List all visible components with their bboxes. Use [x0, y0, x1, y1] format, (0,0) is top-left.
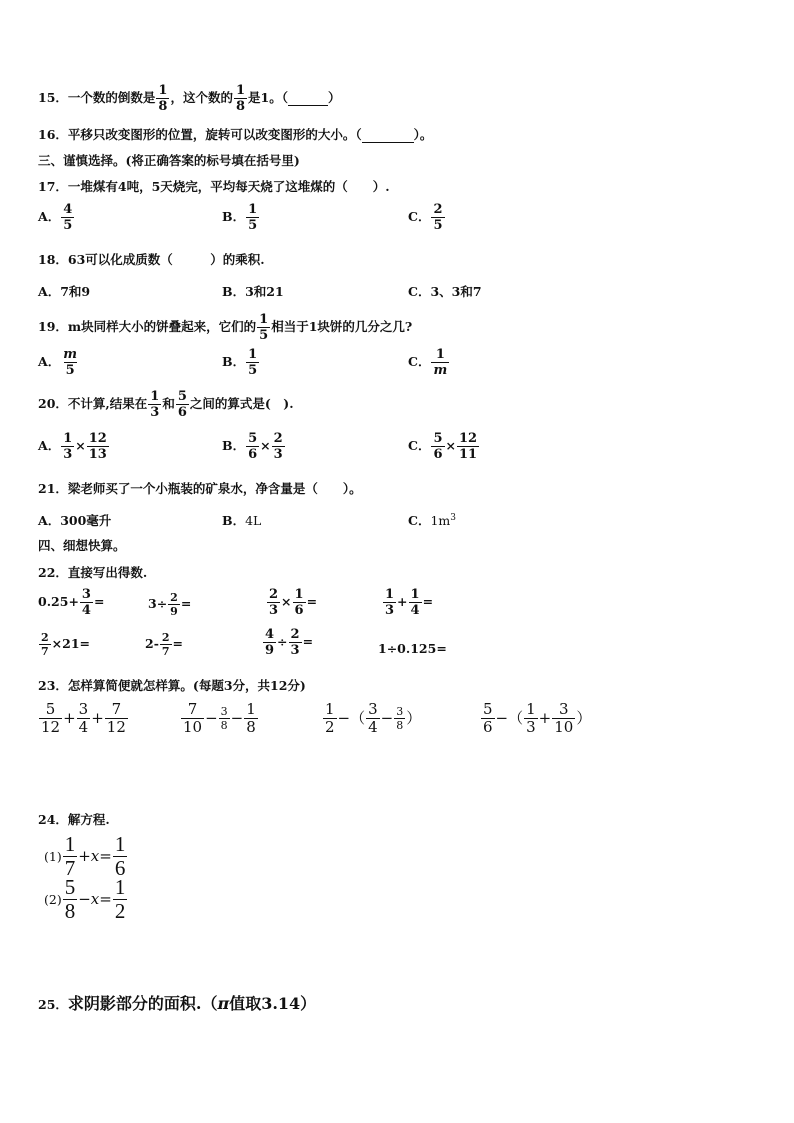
question-text: 梁老师买了一个小瓶装的矿泉水，净含量是（ ）。	[67, 481, 362, 496]
expression-1: $\frac{5}{12}$ + $\frac{3}{4}$ + $\frac{7}{12}$	[41, 700, 126, 736]
option-b[interactable]: B． $\frac{5}{6}$ × $\frac{2}{3}$	[222, 431, 283, 462]
expression-1: 0.25+ $\frac{3}{4}$ =	[38, 587, 105, 618]
fraction: $\frac{4}{5}$	[63, 202, 73, 233]
fraction: $\frac{1}{8}$	[235, 83, 246, 114]
equation-2: (2) $\frac{5}{8}$ −x= $\frac{1}{2}$	[44, 875, 126, 923]
question-text: 求阴影部分的面积.（	[67, 994, 218, 1013]
fraction: $\frac{2}{5}$	[433, 202, 443, 233]
question-number: 16．	[38, 127, 68, 142]
question-text: 怎样算简便就怎样算。(每题3分，共12分)	[67, 678, 306, 693]
option-b[interactable]: B．4L	[222, 513, 262, 528]
question-23	[38, 676, 306, 694]
question-19	[38, 313, 412, 342]
section-heading-4: 四、细想快算。	[38, 538, 126, 553]
question-text: 63可以化成质数（ ）的乘积.	[67, 252, 265, 267]
expression-6: 2- $\frac{2}{7}$ =	[145, 631, 184, 658]
expression-4: $\frac{1}{3}$ + $\frac{1}{4}$ =	[385, 587, 434, 618]
option-c[interactable]: C． $\frac{5}{6}$ × $\frac{12}{11}$	[408, 431, 478, 462]
expression-3: $\frac{2}{3}$ × $\frac{1}{6}$ =	[269, 587, 318, 618]
option-c[interactable]: C． $\frac{2}{5}$	[408, 202, 443, 233]
equation-1: (1) $\frac{1}{7}$ +x= $\frac{1}{6}$	[44, 832, 126, 880]
question-16: 16．平移只改变图形的位置，旋转可以改变图形的大小。（ ）。	[38, 127, 433, 142]
question-21	[38, 479, 362, 497]
answer-blank[interactable]	[362, 127, 414, 143]
fraction: $\frac{1}{5}$	[248, 347, 258, 378]
option-a[interactable]: A． $\frac{1}{3}$ × $\frac{12}{13}$	[38, 431, 107, 462]
question-number: 24．	[38, 812, 68, 827]
question-number: 18．	[38, 252, 68, 267]
option-b[interactable]: B．3和21	[222, 284, 284, 299]
option-a[interactable]: A． $\frac{m}{5}$	[38, 347, 77, 378]
question-22	[38, 563, 147, 581]
question-text: 一堆煤有4吨，5天烧完，平均每天烧了这堆煤的（ ）.	[67, 179, 390, 194]
expression-3: $\frac{1}{2}$ −（ $\frac{3}{4}$ − $\frac{3}{8}$ ）	[325, 700, 422, 736]
fraction: $\frac{1}{8}$	[158, 83, 168, 114]
question-number: 19．	[38, 319, 68, 334]
question-18	[38, 250, 265, 268]
question-number: 20．	[38, 396, 68, 411]
fraction: $\frac{5}{6}$	[177, 389, 187, 420]
question-text: 之间的算式是( ).	[189, 396, 294, 411]
option-a[interactable]: A． $\frac{4}{5}$	[38, 202, 73, 233]
expression-2: 3÷ $\frac{2}{9}$ =	[148, 591, 192, 618]
expression-4: $\frac{5}{6}$ −（ $\frac{1}{3}$ + $\frac{3}{10}$ ）	[483, 700, 592, 736]
question-text: ，这个数的	[170, 90, 233, 105]
option-c[interactable]: C．$1m^3$	[408, 512, 456, 528]
fraction: $\frac{1}{5}$	[259, 312, 269, 343]
fraction: $\frac{1}{3}$	[150, 389, 160, 420]
question-17	[38, 177, 390, 195]
option-b[interactable]: B． $\frac{1}{5}$	[222, 347, 258, 378]
question-number: 15．	[38, 90, 68, 105]
option-b[interactable]: B． $\frac{1}{5}$	[222, 202, 258, 233]
fraction: $\frac{m}{5}$	[63, 347, 77, 378]
question-number: 17．	[38, 179, 68, 194]
question-text: 一个数的倒数是	[67, 90, 156, 105]
answer-blank[interactable]	[288, 90, 328, 106]
question-20: 20．不计算,结果在 $\frac{1}{3}$ 和 $\frac{5}{6}$ 之间的算式是( ).	[38, 389, 294, 420]
fraction: $\frac{1}{m}$	[433, 347, 448, 378]
question-number: 23．	[38, 678, 68, 693]
question-text: 直接写出得数.	[67, 565, 148, 580]
option-c[interactable]: C．3、3和7	[408, 284, 482, 299]
question-number: 25．	[38, 997, 68, 1012]
option-c[interactable]: C． $\frac{1}{m}$	[408, 347, 448, 378]
question-15: 15．一个数的倒数是 $\frac{1}{8}$ ，这个数的 $\frac{1}{8}$ 是1。（ ）	[38, 83, 341, 114]
question-24	[38, 810, 110, 828]
question-text: 不计算,结果在	[67, 396, 148, 411]
expression-5: $\frac{2}{7}$ ×21=	[41, 631, 90, 658]
question-text: 解方程.	[67, 812, 110, 827]
question-text: 是1。（	[248, 90, 288, 105]
question-text: m块同样大小的饼叠起来，它们的	[67, 319, 257, 334]
expression-7: $\frac{4}{9}$ ÷ $\frac{2}{3}$ =	[265, 627, 314, 658]
expression-8: 1÷0.125=	[378, 641, 447, 656]
question-text: 平移只改变图形的位置，旋转可以改变图形的大小。（	[67, 127, 362, 142]
question-text: 相当于1块饼的几分之几?	[271, 319, 413, 334]
question-number: 21．	[38, 481, 68, 496]
section-heading-3: 三、谨慎选择。(将正确答案的标号填在括号里)	[38, 153, 300, 168]
option-a[interactable]: A．7和9	[38, 284, 91, 299]
question-number: 22．	[38, 565, 68, 580]
fraction: $\frac{1}{5}$	[248, 202, 258, 233]
question-25: 25．求阴影部分的面积.（π值取3.14）	[38, 994, 317, 1013]
option-a[interactable]: A．300毫升	[38, 513, 112, 528]
expression-2: $\frac{7}{10}$ − $\frac{3}{8}$ − $\frac{1}{8}$	[183, 700, 256, 736]
